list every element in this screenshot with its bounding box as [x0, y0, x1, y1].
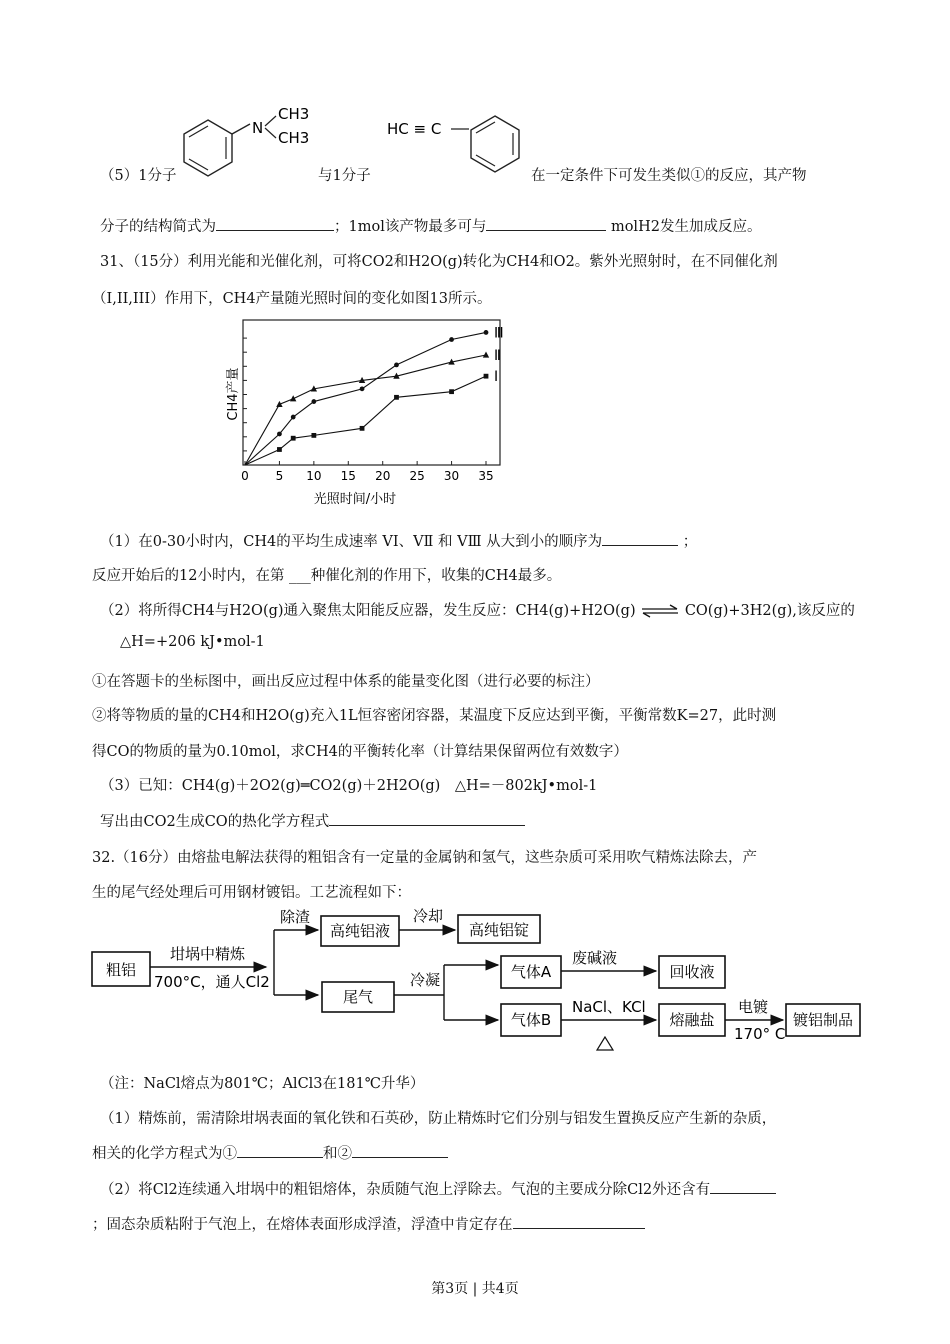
- q5-mid: 与1分子: [318, 168, 371, 184]
- q31-p1b: 反应开始后的12小时内，在第 ___种催化剂的作用下，收集的CH4最多。: [92, 568, 562, 584]
- q31-p2d: ②将等物质的量的CH4和H2O(g)充入1L恒容密闭容器，某温度下反应达到平衡，平衡常数K=27，此时测: [92, 708, 777, 724]
- q31-p2a: [100, 599, 855, 620]
- x-tick-label: 5: [275, 469, 284, 483]
- q31-header2: （I,II,III）作用下，CH4产量随光照时间的变化如图13所示。: [92, 291, 492, 307]
- data-point: [360, 386, 365, 391]
- waste-alkali-label: 废碱液: [572, 949, 618, 967]
- slag-removal-label: 除渣: [280, 908, 311, 926]
- q32-p2b: [92, 1213, 645, 1234]
- x-tick-label: 15: [340, 469, 356, 483]
- q32-p1b-b: 和②: [323, 1146, 352, 1162]
- x-tick-label: 10: [306, 469, 322, 483]
- condense-label: 冷凝: [410, 971, 441, 989]
- gas-a-label: 气体A: [510, 963, 552, 981]
- x-tick-label: 0: [241, 469, 249, 483]
- q31-p1a: [100, 530, 697, 551]
- data-point: [360, 426, 365, 431]
- data-point: [291, 415, 296, 420]
- q32-p1b-a: 相关的化学方程式为①: [92, 1146, 237, 1162]
- q31-p1a-text: （1）在0-30小时内，CH4的平均生成速率 VⅠ、VⅡ 和 VⅢ 从大到小的顺序为: [100, 534, 603, 550]
- series-line: [245, 332, 486, 465]
- q5-prefix: （5）1分子: [100, 168, 177, 184]
- answer-blank[interactable]: [710, 1179, 776, 1194]
- x-tick-label: 25: [409, 469, 425, 483]
- alkyne-label: HC ≡ C: [387, 120, 442, 138]
- data-point: [311, 433, 316, 438]
- data-point: [277, 447, 282, 452]
- q31-p3b-text: 写出由CO2生成CO的热化学方程式: [100, 814, 330, 830]
- data-point: [277, 432, 282, 437]
- data-point: [484, 374, 489, 379]
- q31-p2a-text: （2）将所得CH4与H2O(g)通入聚焦太阳能反应器，发生反应：CH4(g)+H2O(g): [100, 603, 636, 619]
- answer-blank[interactable]: [486, 216, 606, 231]
- x-tick-label: 20: [375, 469, 391, 483]
- methyl-label-2: CH3: [278, 129, 310, 147]
- liquid-aluminium-label: 高纯铝液: [329, 922, 391, 940]
- plated-product-label: 镀铝制品: [792, 1011, 854, 1029]
- process-flow-diagram: [88, 905, 868, 1055]
- crude-aluminium-label: 粗铝: [105, 961, 137, 979]
- q32-p1a: （1）精炼前，需清除坩埚表面的氧化铁和石英砂，防止精炼时它们分别与铝发生置换反应产生新的杂质，: [100, 1111, 777, 1127]
- q31-p2a-end: CO(g)+3H2(g),该反应的: [684, 603, 855, 619]
- electroplate-label: 电镀: [738, 998, 769, 1016]
- series-label: Ⅰ: [494, 369, 499, 386]
- q5-line2: [100, 215, 761, 236]
- answer-blank[interactable]: [329, 811, 525, 826]
- x-axis-label: 光照时间/小时: [313, 492, 397, 507]
- series-label: Ⅲ: [494, 325, 504, 342]
- data-point: [484, 330, 489, 335]
- q31-p3b: [100, 810, 525, 831]
- q32-p1b: [92, 1142, 448, 1163]
- data-point: [394, 362, 399, 367]
- plot-frame: [243, 320, 500, 465]
- tail-gas-label: 尾气: [342, 988, 374, 1006]
- data-point: [291, 436, 296, 441]
- q31-p1a-end: ；: [682, 534, 698, 550]
- q31-p2c: ①在答题卡的坐标图中，画出反应过程中体系的能量变化图（进行必要的标注）: [92, 674, 600, 690]
- q32-p2a: [100, 1178, 776, 1199]
- q5-suffix: 在一定条件下可发生类似①的反应，其产物: [531, 168, 807, 184]
- ch4-yield-chart: [218, 312, 518, 512]
- cooling-label: 冷却: [413, 907, 444, 925]
- aluminium-ingot-label: 高纯铝锭: [468, 921, 530, 939]
- data-point: [449, 389, 454, 394]
- q31-p3a: （3）已知：CH4(g)＋2O2(g)═CO2(g)＋2H2O(g) △H=－802kJ•mol-1: [100, 778, 598, 794]
- equilibrium-arrow-icon: [640, 604, 680, 618]
- q32-p2b-text: ；固态杂质粘附于气泡上，在熔体表面形成浮渣，浮渣中肯定存在: [92, 1217, 513, 1233]
- nitrogen-label: N: [252, 119, 264, 137]
- y-axis-label: CH4产量: [226, 367, 241, 421]
- gas-b-label: 气体B: [510, 1011, 552, 1029]
- answer-blank[interactable]: [602, 531, 678, 546]
- dimethylaniline-structure: [168, 98, 328, 186]
- refine-step-label: 坩埚中精炼: [170, 945, 246, 963]
- answer-blank[interactable]: [216, 216, 334, 231]
- phenylacetylene-structure: [385, 104, 535, 194]
- q5-line2-a: 分子的结构简式为: [100, 219, 216, 235]
- refine-condition-label: 700°C，通人Cl2: [154, 973, 270, 991]
- methyl-label-1: CH3: [278, 105, 310, 123]
- q5-line2-c: molH2发生加成反应。: [610, 219, 762, 235]
- x-tick-label: 35: [478, 469, 494, 483]
- answer-blank[interactable]: [237, 1143, 323, 1158]
- plate-temp-label: 170° C: [734, 1025, 786, 1043]
- q31-p2b: △H=+206 kJ•mol-1: [120, 634, 265, 650]
- q32-header2: 生的尾气经处理后可用钢材镀铝。工艺流程如下：: [92, 885, 411, 901]
- q31-p2e: 得CO的物质的量为0.10mol，求CH4的平衡转化率（计算结果保留两位有效数字）: [92, 744, 628, 760]
- data-point: [394, 395, 399, 400]
- salt-additive-label: NaCl、KCl: [572, 998, 646, 1016]
- q32-note: （注：NaCl熔点为801℃；AlCl3在181℃升华）: [100, 1076, 425, 1092]
- series-label: Ⅱ: [494, 348, 501, 365]
- data-point: [311, 399, 316, 404]
- page-footer: 第3页 | 共4页: [431, 1281, 519, 1297]
- x-tick-label: 30: [443, 469, 460, 483]
- data-point: [483, 352, 489, 358]
- q32-header: 32.（16分）由熔盐电解法获得的粗铝含有一定量的金属钠和氢气，这些杂质可采用吹气精炼法除去，产: [92, 850, 758, 866]
- heat-triangle-icon: [597, 1037, 613, 1050]
- molten-salt-label: 熔融盐: [669, 1011, 715, 1029]
- q5-line2-b: ；1mol该产物最多可与: [334, 219, 487, 235]
- data-point: [290, 395, 296, 401]
- answer-blank[interactable]: [352, 1143, 448, 1158]
- data-point: [449, 337, 454, 342]
- q32-p2a-text: （2）将Cl2连续通入坩埚中的粗铝熔体，杂质随气泡上浮除去。气泡的主要成分除Cl2外还含有: [100, 1182, 711, 1198]
- recycle-liquid-label: 回收液: [669, 963, 715, 981]
- answer-blank[interactable]: [513, 1214, 645, 1229]
- q31-header: 31、（15分）利用光能和光催化剂，可将CO2和H2O(g)转化为CH4和O2。紫外光照射时，在不同催化剂: [100, 254, 778, 270]
